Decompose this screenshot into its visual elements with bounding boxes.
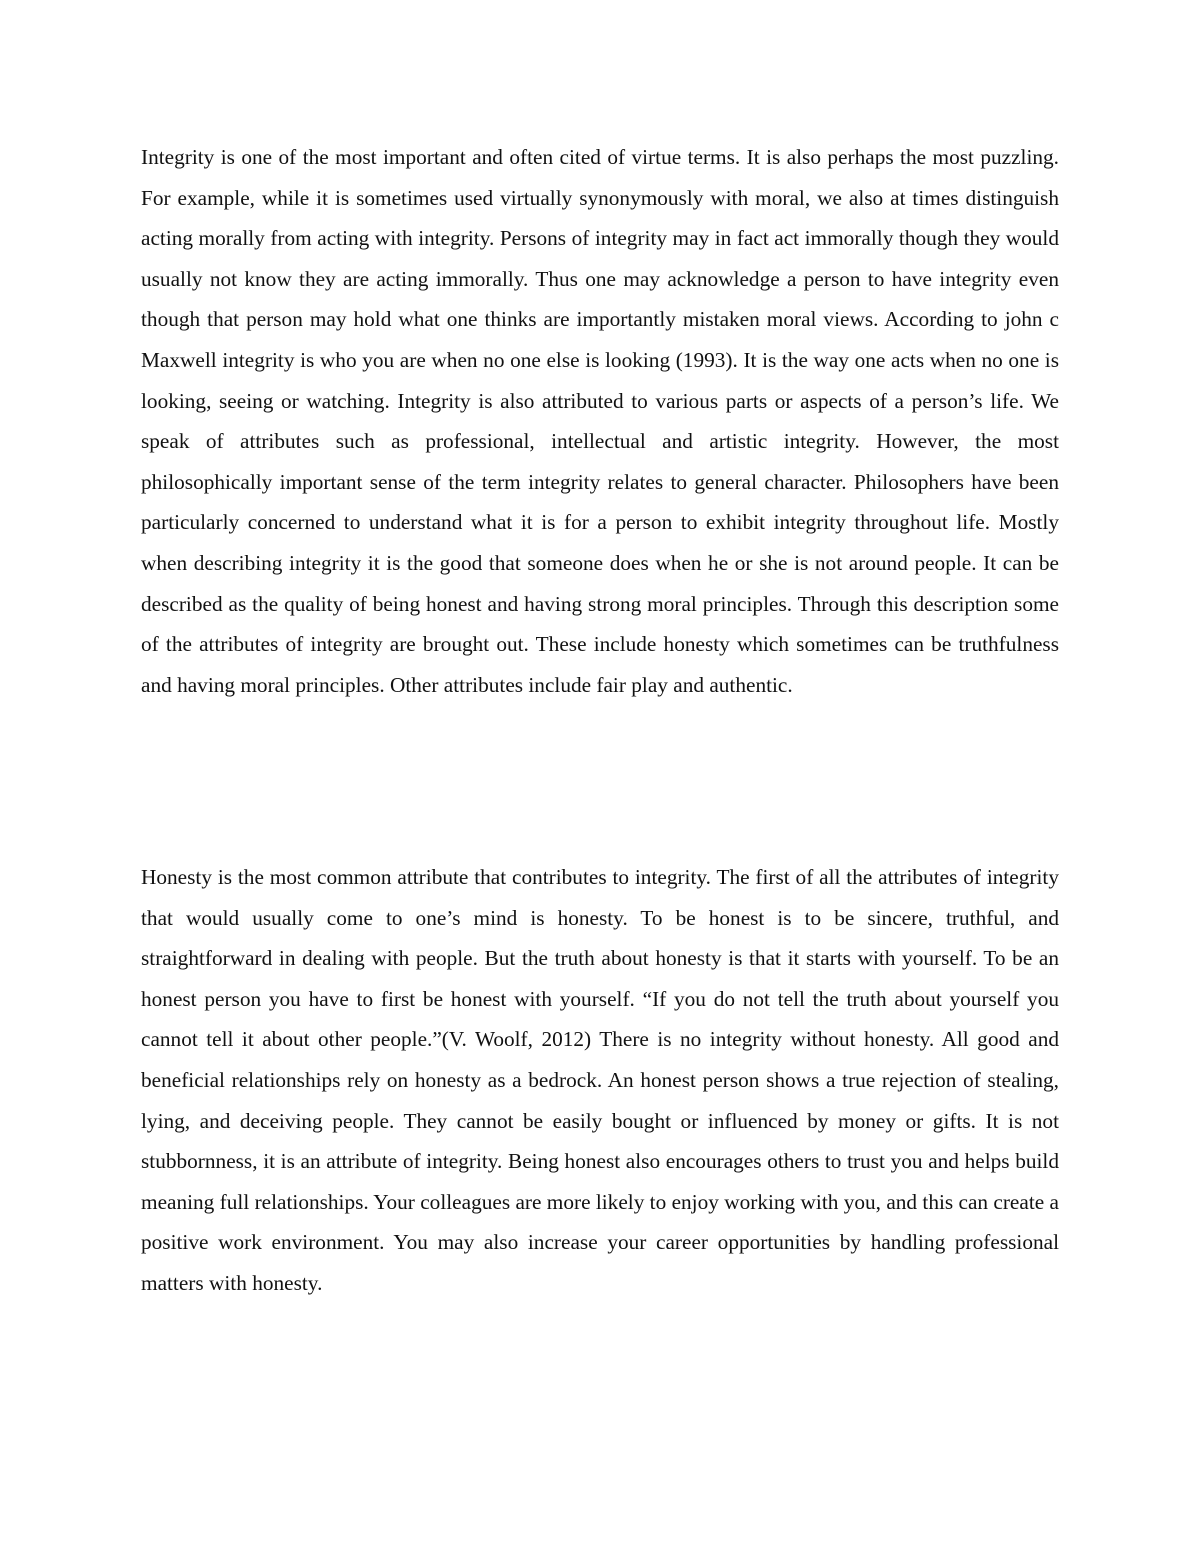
paragraph-integrity: Integrity is one of the most important and often cited of virtue terms. It is also perhaps the most puzzling. For example, while it is sometimes used virtually synonymously with moral, we also at times distinguish acting morally from acting with integrity. Persons of integrity may in fact act immorally though they would usually not know they are acting immorally. Thus one may acknowledge a person to have integrity even though that person may hold what one thinks are importantly mistaken moral views. According to john c Maxwell integrity is who you are when no one else is looking (1993). It is the way one acts when no one is looking, seeing or watching. Integrity is also attributed to various parts or aspects of a person’s life. We speak of attributes such as professional, intellectual and artistic integrity. However, the most philosophically important sense of the term integrity relates to general character. Philosophers have been particularly concerned to understand what it is for a person to exhibit integrity throughout life. Mostly when describing integrity it is the good that someone does when he or she is not around people. It can be described as the quality of being honest and having strong moral principles. Through this description some of the attributes of integrity are brought out. These include honesty which sometimes can be truthfulness and having moral principles. Other attributes include fair play and authentic.	[141, 145, 1059, 697]
paragraph-honesty: Honesty is the most common attribute that contributes to integrity. The first of all the attributes of integrity that would usually come to one’s mind is honesty. To be honest is to be sincere, truthful, and straightforward in dealing with people. But the truth about honesty is that it starts with yourself. To be an honest person you have to first be honest with yourself. “If you do not tell the truth about yourself you cannot tell it about other people.”(V. Woolf, 2012) There is no integrity without honesty. All good and beneficial relationships rely on honesty as a bedrock. An honest person shows a true rejection of stealing, lying, and deceiving people. They cannot be easily bought or influenced by money or gifts. It is not stubbornness, it is an attribute of integrity. Being honest also encourages others to trust you and helps build meaning full relationships. Your colleagues are more likely to enjoy working with you, and this can create a positive work environment. You may also increase your career opportunities by handling professional matters with honesty.	[141, 865, 1059, 1295]
